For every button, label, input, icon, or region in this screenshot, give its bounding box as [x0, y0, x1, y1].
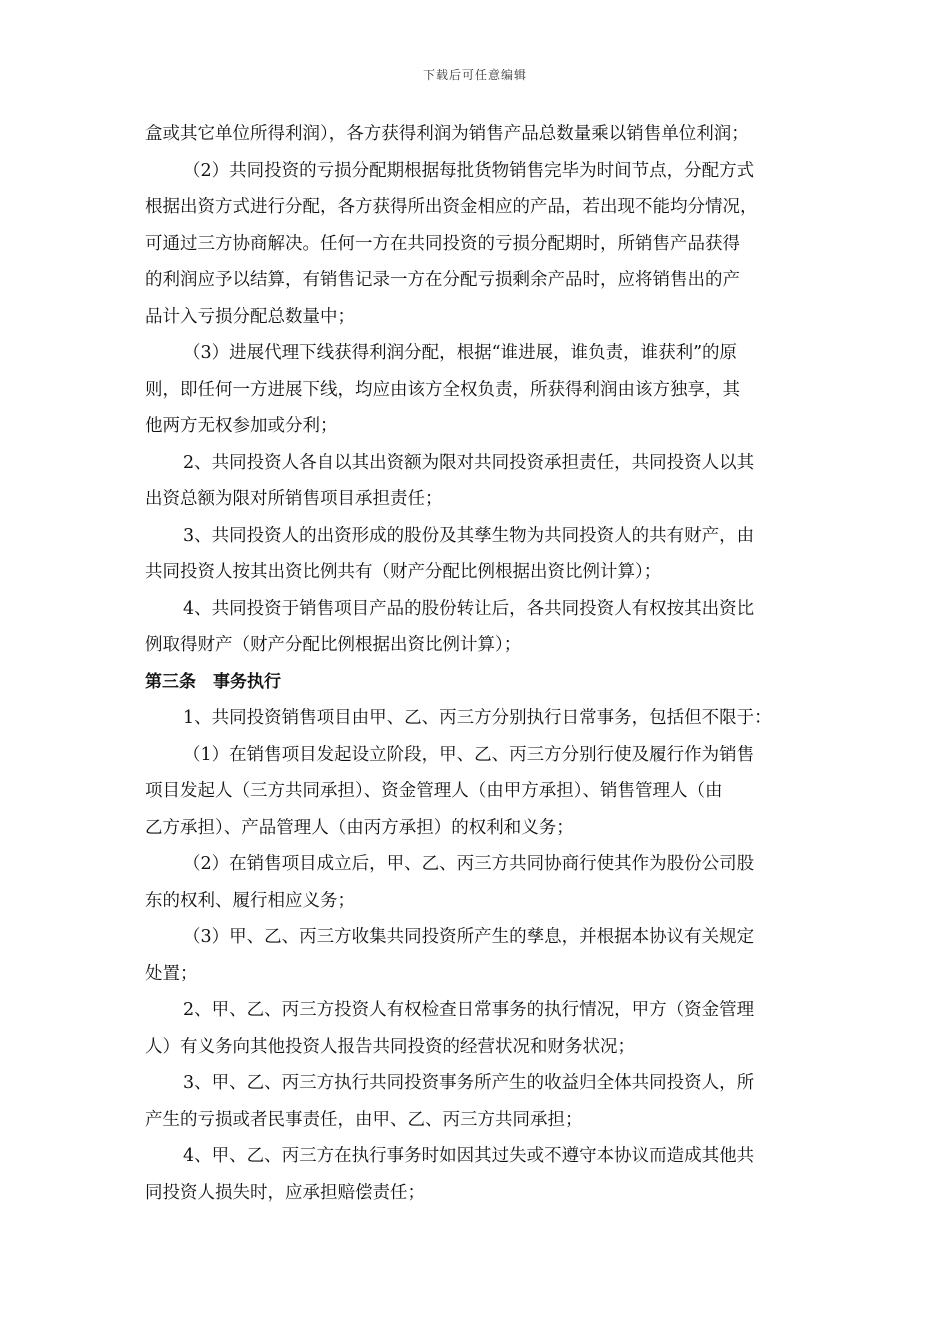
- text-line: 则，即任何一方进展下线，均应由该方全权负责，所获得利润由该方独享，其: [145, 379, 740, 400]
- page-header: 下载后可任意编辑: [422, 68, 527, 82]
- text-line: 3、共同投资人的出资形成的股份及其孳生物为共同投资人的共有财产，由: [183, 525, 755, 546]
- text-line: 东的权利、履行相应义务；: [145, 890, 355, 911]
- text-line: 处置；: [145, 963, 198, 984]
- text-line: 共同投资人按其出资比例共有（财产分配比例根据出资比例计算）；: [145, 562, 662, 582]
- text-line: 盒或其它单位所得利润），各方获得利润为销售产品总数量乘以销售单位利润；: [145, 124, 749, 144]
- section-heading: 第三条 事务执行: [145, 671, 281, 692]
- text-line: 1、共同投资销售项目由甲、乙、丙三方分别执行日常事务，包括但不限于：: [183, 708, 772, 728]
- text-line: （3）进展代理下线获得利润分配，根据“谁进展，谁负责，谁获利”的原: [183, 343, 738, 363]
- text-line: 乙方承担）、产品管理人（由丙方承担）的权利和义务；: [145, 817, 574, 838]
- text-line: 2、共同投资人各自以其出资额为限对共同投资承担责任，共同投资人以其: [183, 452, 755, 473]
- text-line: 出资总额为限对所销售项目承担责任；: [145, 489, 443, 509]
- text-line: 例取得财产（财产分配比例根据出资比例计算）；: [145, 635, 522, 655]
- text-line: （1）在销售项目发起设立阶段，甲、乙、丙三方分别行使及履行作为销售: [183, 744, 755, 765]
- text-line: 根据出资方式进行分配，各方获得所出资金相应的产品，若出现不能均分情况，: [145, 197, 758, 217]
- text-line: 3、甲、乙、丙三方执行共同投资事务所产生的收益归全体共同投资人，所: [183, 1073, 755, 1093]
- text-line: 4、共同投资于销售项目产品的股份转让后，各共同投资人有权按其出资比: [183, 598, 755, 619]
- text-line: 2、甲、乙、丙三方投资人有权检查日常事务的执行情况，甲方（资金管理: [183, 1000, 755, 1020]
- document-body: [145, 116, 810, 1211]
- text-line: （2）在销售项目成立后，甲、乙、丙三方共同协商行使其作为股份公司股: [183, 854, 755, 874]
- text-line: 同投资人损失时，应承担赔偿责任；: [145, 1182, 425, 1203]
- text-line: 4、甲、乙、丙三方在执行事务时如因其过失或不遵守本协议而造成其他共: [183, 1146, 755, 1166]
- text-line: 品计入亏损分配总数量中；: [145, 306, 355, 327]
- text-line: 人）有义务向其他投资人报告共同投资的经营状况和财务状况；: [145, 1036, 635, 1057]
- text-line: 可通过三方协商解决。任何一方在共同投资的亏损分配期时，所销售产品获得: [145, 233, 740, 254]
- text-line: （3）甲、乙、丙三方收集共同投资所产生的孳息，并根据本协议有关规定: [183, 927, 755, 947]
- text-line: 产生的亏损或者民事责任，由甲、乙、丙三方共同承担；: [145, 1109, 583, 1130]
- text-line: 项目发起人（三方共同承担）、资金管理人（由甲方承担）、销售管理人（由: [145, 781, 723, 801]
- text-line: 他两方无权参加或分利；: [145, 416, 338, 436]
- text-line: （2）共同投资的亏损分配期根据每批货物销售完毕为时间节点，分配方式: [183, 160, 755, 181]
- text-line: 的利润应予以结算，有销售记录一方在分配亏损剩余产品时，应将销售出的产: [145, 270, 740, 290]
